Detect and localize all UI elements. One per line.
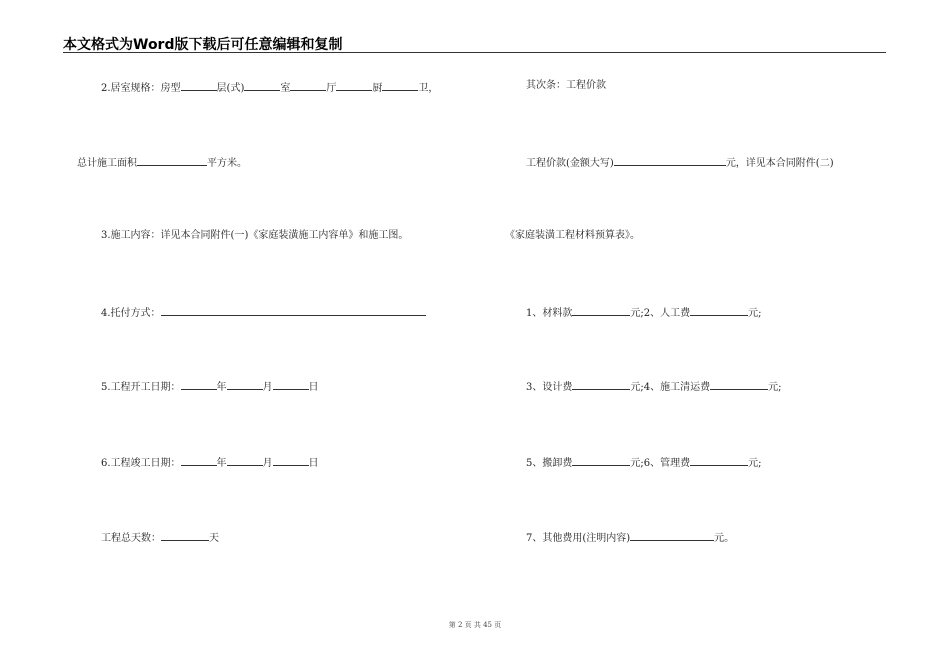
- contract-price-blank[interactable]: [614, 154, 726, 166]
- article-two-heading: 其次条：工程价款: [526, 80, 606, 91]
- start-year-blank[interactable]: [181, 378, 217, 390]
- halls-blank[interactable]: [290, 79, 326, 91]
- end-day-unit: 日: [308, 458, 319, 469]
- page-number: 第 2 页 共 45 页: [448, 621, 502, 629]
- start-month-blank[interactable]: [227, 378, 263, 390]
- management-fee-blank[interactable]: [690, 454, 748, 466]
- floors-blank[interactable]: [181, 79, 217, 91]
- cleanup-fee-label: 元;4、施工清运费: [630, 382, 711, 393]
- total-area-line: [77, 154, 247, 171]
- cleanup-fee-blank[interactable]: [710, 378, 768, 390]
- contract-price-label: 工程价款(金额大写): [526, 158, 614, 169]
- construction-content-line: 3.施工内容：详见本合同附件(一)《家庭装潢施工内容单》和施工图。: [101, 230, 409, 241]
- total-days-unit: 天: [209, 533, 219, 544]
- bathrooms-blank[interactable]: [382, 79, 418, 91]
- rooms-blank[interactable]: [244, 79, 280, 91]
- delegation-method-blank[interactable]: [161, 304, 426, 316]
- header-title: 本文格式为Word版下载后可任意编辑和复制: [63, 37, 343, 53]
- end-month-unit: 月: [262, 458, 273, 469]
- total-days-blank[interactable]: [161, 529, 209, 541]
- end-date-label: 6.工程竣工日期：: [101, 458, 181, 469]
- other-fee-blank[interactable]: [630, 529, 714, 541]
- other-fee-label: 7、其他费用(注明内容): [526, 533, 631, 544]
- contract-price-line: [526, 154, 834, 171]
- management-fee-label: 元;6、管理费: [630, 458, 691, 469]
- halls-unit: 厅: [326, 83, 337, 94]
- design-fee-label: 3、设计费: [526, 382, 573, 393]
- end-day-blank[interactable]: [273, 454, 309, 466]
- material-budget-line: 《家庭装潢工程材料预算表》。: [505, 230, 640, 241]
- fee-line-2: [526, 378, 781, 395]
- management-fee-unit: 元;: [748, 458, 762, 469]
- contract-price-unit: 元，详见本合同附件(二): [725, 158, 834, 169]
- fee-line-1: [526, 304, 761, 321]
- design-fee-blank[interactable]: [572, 378, 630, 390]
- start-day-blank[interactable]: [273, 378, 309, 390]
- room-spec-label: 2.居室规格：房型: [101, 83, 181, 94]
- total-area-blank[interactable]: [137, 154, 207, 166]
- labor-fee-label: 元;2、人工费: [630, 308, 691, 319]
- floors-unit: 层(式): [216, 83, 245, 94]
- kitchens-blank[interactable]: [336, 79, 372, 91]
- start-date-line: [101, 378, 319, 395]
- header-divider: [63, 52, 886, 53]
- cleanup-fee-unit: 元;: [768, 382, 782, 393]
- start-month-unit: 月: [262, 382, 273, 393]
- delegation-method-label: 4.托付方式：: [101, 308, 161, 319]
- total-days-label: 工程总天数：: [101, 533, 161, 544]
- end-date-line: [101, 454, 319, 471]
- room-spec-line: [101, 79, 438, 96]
- moving-fee-blank[interactable]: [572, 454, 630, 466]
- moving-fee-label: 5、搬卸费: [526, 458, 573, 469]
- end-year-unit: 年: [216, 458, 227, 469]
- start-date-label: 5.工程开工日期：: [101, 382, 181, 393]
- fee-line-3: [526, 454, 761, 471]
- kitchens-unit: 厨: [372, 83, 383, 94]
- rooms-unit: 室: [280, 83, 291, 94]
- material-fee-label: 1、材料款: [526, 308, 573, 319]
- other-fee-line: [526, 529, 734, 546]
- start-day-unit: 日: [308, 382, 319, 393]
- bathrooms-unit: 卫，: [418, 83, 439, 94]
- start-year-unit: 年: [216, 382, 227, 393]
- labor-fee-blank[interactable]: [690, 304, 748, 316]
- end-month-blank[interactable]: [227, 454, 263, 466]
- total-area-unit: 平方米。: [207, 158, 247, 169]
- total-days-line: [101, 529, 219, 546]
- delegation-method-line: [101, 304, 426, 321]
- labor-fee-unit: 元;: [748, 308, 762, 319]
- total-area-label: 总计施工面积: [77, 158, 137, 169]
- other-fee-unit: 元。: [714, 533, 735, 544]
- material-fee-blank[interactable]: [572, 304, 630, 316]
- end-year-blank[interactable]: [181, 454, 217, 466]
